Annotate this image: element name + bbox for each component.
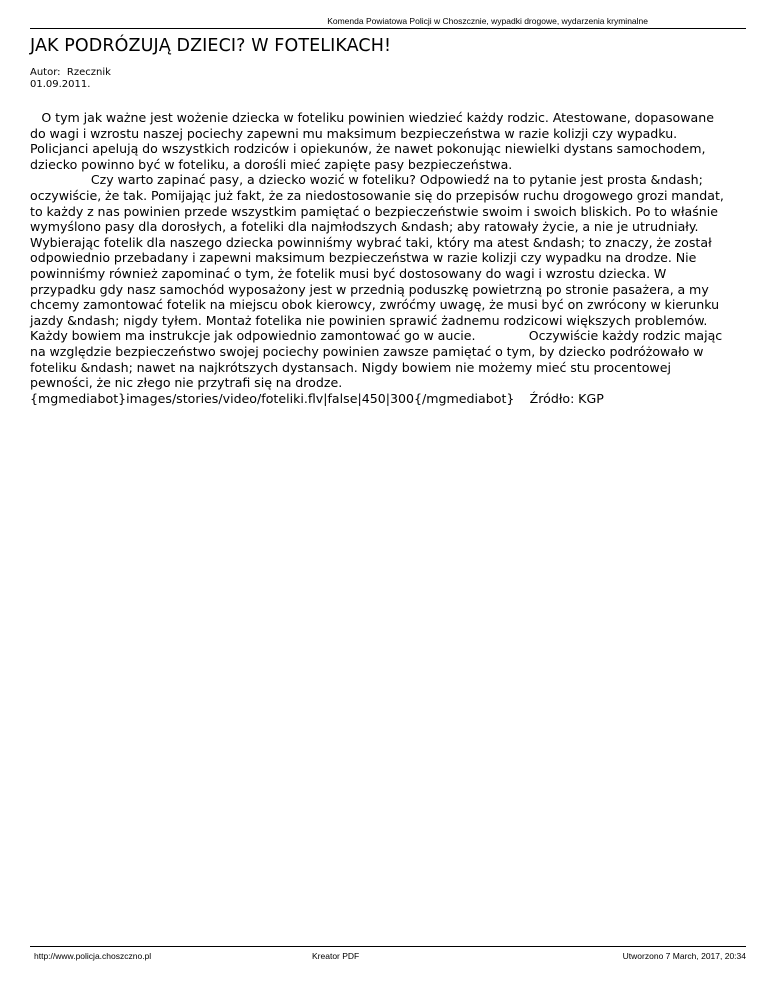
footer-created-date: Utworzono 7 March, 2017, 20:34 xyxy=(622,951,746,961)
article-date: 01.09.2011. xyxy=(30,79,91,90)
article-title: JAK PODRÓZUJĄ DZIECI? W FOTELIKACH! xyxy=(30,36,392,56)
page-header xyxy=(30,14,746,29)
article-meta xyxy=(30,67,111,91)
footer-creator: Kreator PDF xyxy=(312,951,360,961)
footer-url[interactable]: http://www.policja.choszczno.pl xyxy=(34,951,152,961)
author-line: Autor: Rzecznik xyxy=(30,67,111,78)
page-footer xyxy=(30,946,746,965)
header-text: Komenda Powiatowa Policji w Choszcznie, wypadki drogowe, wydarzenia kryminalne xyxy=(327,16,648,26)
article-body: O tym jak ważne jest wożenie dziecka w foteliku powinien wiedzieć każdy rodzic. Atestowane, dopasowane do wagi i wzrostu naszej pociechy zapewni mu maksimum bezpieczeństwa w razie kolizji czy wypadku. Policjanci apelują do wszystkich rodziców i opiekunów, że nawet pokonując niewielki dystans samochodem, dziecko powinno być w foteliku, a dorośli mieć zapięte pasy bezpieczeństwa. Czy warto zapinać pasy, a dziecko wozić w foteliku? Odpowiedź na to pytanie jest prosta &ndash; oczywiście, że tak. Pomijając już fakt, że za niedostosowanie się do przepisów ruchu drogowego grozi mandat, to każdy z nas powinien przede wszystkim pamiętać o bezpieczeństwie swoim i swoich bliskich. Po to właśnie wymyślono pasy dla dorosłych, a foteliki dla najmłodszych &ndash; aby ratowały życie, a nie je utrudniały. Wybierając fotelik dla naszego dziecka powinniśmy wybrać taki, który ma atest &ndash; to znaczy, że został odpowiednio przebadany i zapewni maksimum bezpieczeństwa w razie kolizji czy wypadku na drodze. Nie powinniśmy również zapominać o tym, że fotelik musi być dostosowany do wagi i wzrostu dziecka. W przypadku gdy nasz samochód wyposażony jest w przednią poduszkę powietrzną po stronie pasażera, a my chcemy zamontować fotelik na miejscu obok kierowcy, zwróćmy uwagę, że musi być on zwrócony w kierunku jazdy &ndash; nigdy tyłem. Montaż fotelika nie powinien sprawić żadnemu rodzicowi większych problemów. Każdy bowiem ma instrukcje jak odpowiednio zamontować go w aucie. Oczywiście każdy rodzic mając na względzie bezpieczeństwo swojej pociechy powinien zawsze pamiętać o tym, by dziecko podróżowało w foteliku &ndash; nawet na najkrótszych dystansach. Nigdy bowiem nie możemy mieć stu procentowej pewności, że nic złego nie przytrafi się na drodze. {mgmediabot}images/stories/video/foteliki.flv|false|450|300{/mgmediabot} Źródło: KGP xyxy=(30,110,724,406)
